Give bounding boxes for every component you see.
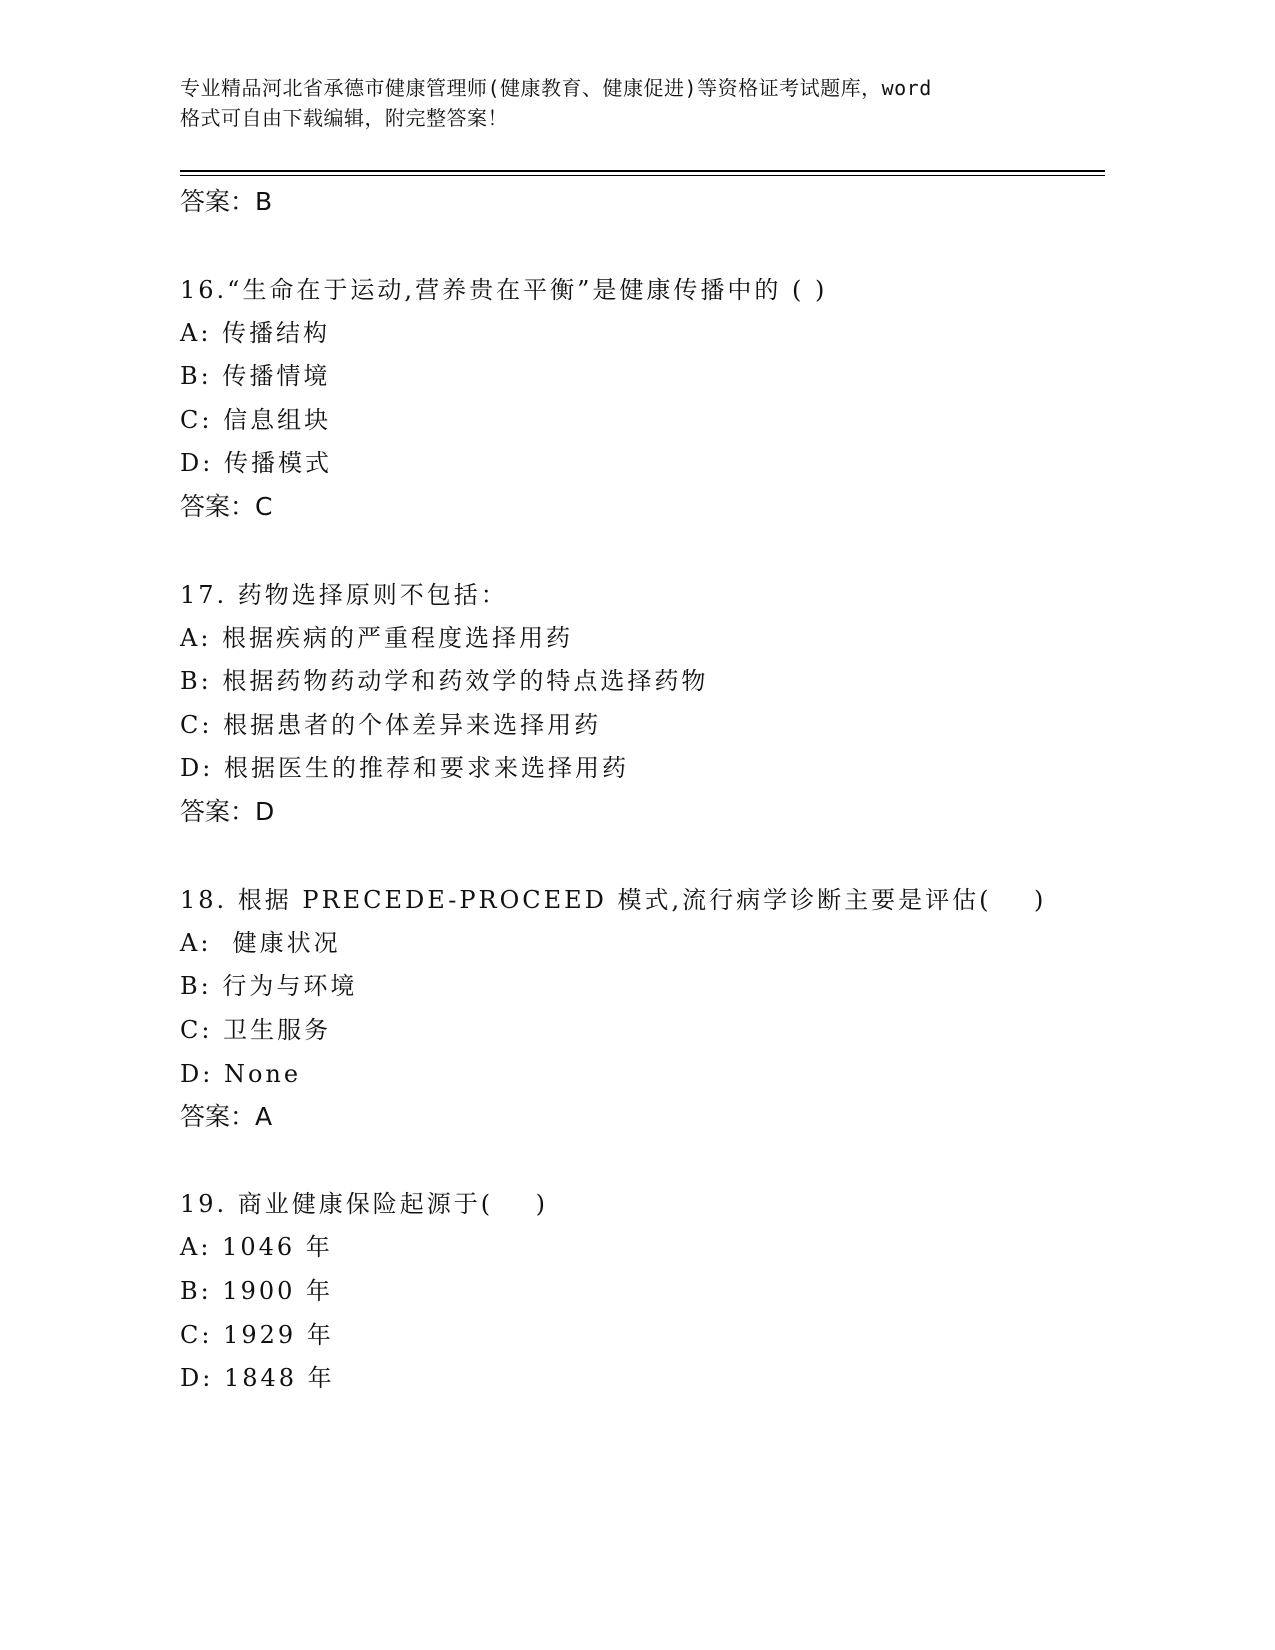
option-a: A: 根据疾病的严重程度选择用药: [180, 624, 574, 652]
question-text: 19. 商业健康保险起源于( ): [180, 1190, 549, 1218]
question-text: 18. 根据 PRECEDE-PROCEED 模式,流行病学诊断主要是评估( ): [180, 886, 1047, 914]
answer-15: 答案：B: [180, 187, 273, 216]
answer: 答案：D: [180, 797, 275, 826]
question-text: 17. 药物选择原则不包括：: [180, 581, 508, 609]
header-divider-2: [180, 175, 1105, 176]
option-b: B: 1900 年: [180, 1277, 334, 1305]
option-b: B: 行为与环境: [180, 972, 358, 1000]
option-d: D: 根据医生的推荐和要求来选择用药: [180, 754, 629, 782]
question-text: 16.“生命在于运动,营养贵在平衡”是健康传播中的 ( ): [180, 276, 828, 304]
header-divider: [180, 170, 1105, 172]
option-c: C: 1929 年: [180, 1321, 334, 1349]
header-line-1: 专业精品河北省承德市健康管理师(健康教育、健康促进)等资格证考试题库，word: [180, 76, 932, 100]
option-c: C: 信息组块: [180, 406, 332, 434]
header-line-2: 格式可自由下载编辑，附完整答案！: [180, 106, 508, 130]
answer: 答案：A: [180, 1102, 273, 1131]
option-a: A: 1046 年: [180, 1233, 333, 1261]
option-c: C: 卫生服务: [180, 1016, 332, 1044]
option-b: B: 根据药物药动学和药效学的特点选择药物: [180, 667, 709, 695]
option-d: D: None: [180, 1060, 302, 1088]
option-b: B: 传播情境: [180, 362, 331, 390]
option-a: A: 传播结构: [180, 319, 331, 347]
answer: 答案：C: [180, 492, 273, 521]
option-c: C: 根据患者的个体差异来选择用药: [180, 711, 602, 739]
option-a: A: 健康状况: [180, 929, 341, 957]
option-d: D: 传播模式: [180, 449, 332, 477]
option-d: D: 1848 年: [180, 1364, 335, 1392]
